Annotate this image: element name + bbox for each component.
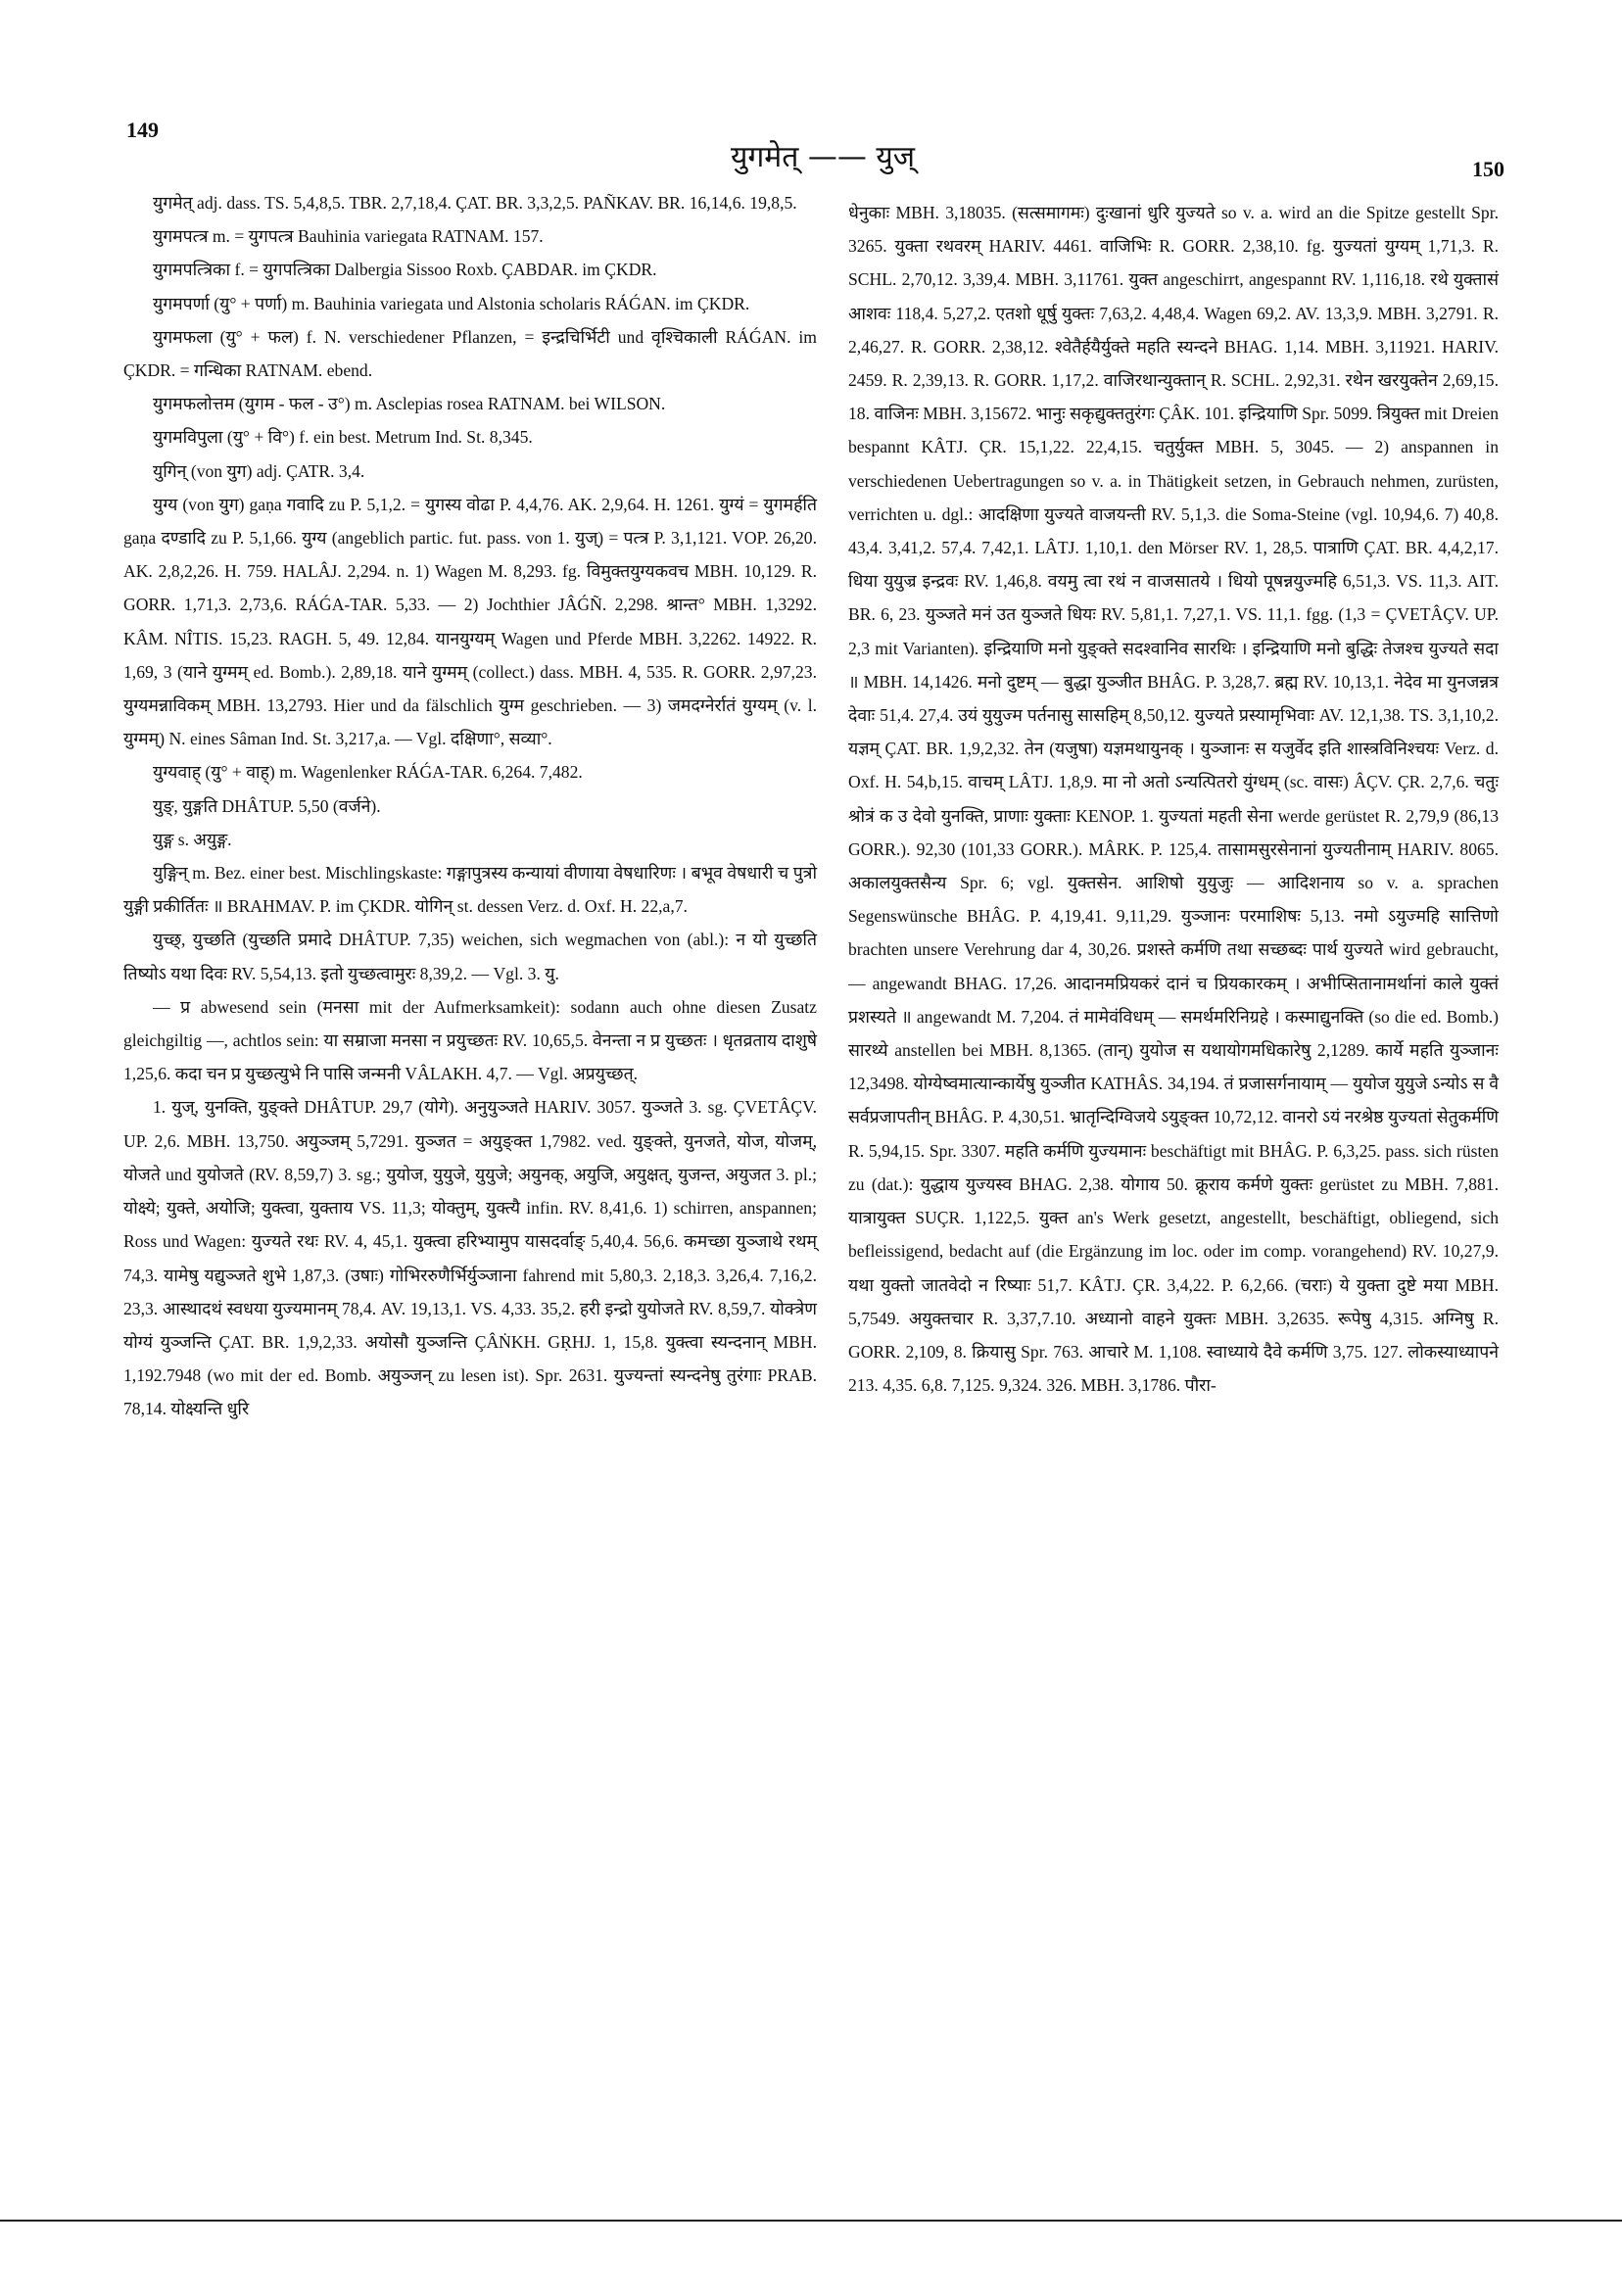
dictionary-entry: युग्य (von युग) gaṇa गवादि zu P. 5,1,2. = युगस्य वोढा P. 4,4,76. AK. 2,9,64. H. 1261. युग्यं = युगमर्हति gaṇa दण्डादि zu P. 5,1,66. युग्य (angeblich partic. fut. pass. von 1. युज्) = पत्त्र P. 3,1,121. VOP. 26,20. AK. 2,8,2,26. H. 759. HALÂJ. 2,294. n. 1) Wagen M. 8,293. fg. विमुक्तयुग्यकवच MBH. 10,129. R. GORR. 1,71,3. 2,73,6. RÁǴA-TAR. 5,33. — 2) Jochthier JÂǴÑ. 2,298. श्रान्त° MBH. 1,3292. KÂM. NÎTIS. 15,23. RAGH. 5, 49. 12,84. यानयुग्यम् Wagen und Pferde MBH. 3,2262. 14922. R. 1,69, 3 (याने युग्मम् ed. Bomb.). 2,89,18. याने युग्मम् (collect.) dass. MBH. 4, 535. R. GORR. 2,97,23. युग्यमन्नाविकम् MBH. 13,2793. Hier und da fälschlich युग्म geschrieben. — 3) जमदग्नेर्रातं युग्यम् (v. l. युग्मम्) N. eines Sâman Ind. St. 3,217,a. — Vgl. दक्षिणा°, सव्या°. [123, 494, 817, 749]
dictionary-entry: युङ्गिन् m. Bez. einer best. Mischlingskaste: गङ्गापुत्रस्य कन्यायां वीणाया वेषधारिणः । बभूव वेषधारी च पुत्रो युङ्गी प्रकीर्तितः ॥ BRAHMAV. P. im ÇKDR. योगिन् st. dessen Verz. d. Oxf. H. 22,a,7. [123, 863, 817, 917]
dictionary-entry: युगमेत् adj. dass. TS. 5,4,8,5. TBR. 2,7,18,4. ÇAT. BR. 3,3,2,5. PAÑKAV. BR. 16,14,6. 19,8,5. [153, 193, 797, 213]
left-column [123, 186, 817, 1426]
dictionary-entry: युगमफला (यु° + फल) f. N. verschiedener Pflanzen, = इन्द्रचिर्भिटी und वृश्चिकाली RÁǴAN. im ÇKDR. = गन्धिका RATNAM. ebend. [123, 326, 817, 381]
dictionary-entry: युङ्, युङ्गति DHÂTUP. 5,50 (वर्जने). [153, 795, 381, 816]
dictionary-entry: — प्र abwesend sein (मनसा mit der Aufmerksamkeit): sodann auch ohne diesen Zusatz gleichgiltig —, achtlos sein: या सम्राजा मनसा न प्रयुच्छतः RV. 10,65,5. वेनन्ता न प्र युच्छतः । धृतव्रताय दाशुषे 1,25,6. कदा चन प्र युच्छत्युभे नि पासि जन्मनी VÂLAKH. 4,7. — Vgl. अप्रयुच्छत्. [123, 996, 817, 1084]
dictionary-entry: युगमपत्त्र m. = युगपत्त्र Bauhinia variegata RATNAM. 157. [153, 226, 544, 247]
dictionary-entry: युगमपत्त्रिका f. = युगपत्त्रिका Dalbergia Sissoo Roxb. ÇABDAR. im ÇKDR. [153, 260, 657, 280]
dictionary-entry: धेनुकाः MBH. 3,18035. (सत्समागमः) दुःखानां धुरि युज्यते so v. a. wird an die Spitze gestellt Spr. 3265. युक्ता रथवरम् HARIV. 4461. वाजिभिः R. GORR. 2,38,10. fg. युज्यतां युग्यम् 1,71,3. R. SCHL. 2,70,12. 3,39,4. MBH. 3,11761. युक्त angeschirrt, angespannt RV. 1,116,18. रथे युक्तासं आशवः 118,4. 5,27,2. एतशो धूर्षु युक्तः 7,63,2. 4,48,4. Wagen 69,2. AV. 13,3,9. MBH. 3,2791. R. 2,46,27. R. GORR. 2,38,12. श्वेतैर्हयैर्युक्ते महति स्यन्दने BHAG. 1,14. MBH. 3,11921. HARIV. 2459. R. 2,39,13. R. GORR. 1,17,2. वाजिरथान्युक्तान् R. SCHL. 2,92,31. रथेन खरयुक्तेन 2,69,15. 18. वाजिनः MBH. 3,15672. भानुः सकृद्युक्ततुरंगः ÇÂK. 101. इन्द्रियाणि Spr. 5099. त्रियुक्त mit Dreien bespannt KÂTJ. ÇR. 15,1,22. 22,4,15. चतुर्युक्त MBH. 5, 3045. — 2) anspannen in verschiedenen Uebertragungen so v. a. in Thätigkeit setzen, in Gebrauch nehmen, zurüsten, verrichten u. dgl.: आदक्षिणा युज्यते वाजयन्ती RV. 5,1,3. die Soma-Steine (vgl. 10,94,6. 7) 40,8. 43,4. 3,41,2. 57,4. 7,42,1. LÂTJ. 1,10,1. den Mörser RV. 1, 28,5. पात्राणि ÇAT. BR. 4,4,2,17. धिया युयुज्र इन्द्रवः RV. 1,46,8. वयमु त्वा रथं न वाजसातये । धियो पूषन्नयुज्महि 6,51,3. VS. 11,3. AIT. BR. 6, 23. युञ्जते मनं उत युञ्जते धियः RV. 5,81,1. 7,27,1. VS. 11,1. fgg. (1,3 = ÇVETÂÇV. UP. 2,3 mit Varianten). इन्द्रियाणि मनो युङ्क्ते सदश्वानिव सारथिः । इन्द्रियाणि मनो बुद्धिः तेजश्च युज्यते सदा ॥ MBH. 14,1426. मनो दुष्टम् — बुद्धा युञ्जीत BHÂG. P. 3,28,7. ब्रह्म RV. 10,13,1. नेदेव मा युनजन्नत्र देवाः 51,4. 27,4. उयं युयुज्म पर्तनासु सासहिम् 8,50,12. युज्यते प्रस्यामृभिवाः AV. 12,1,38. TS. 3,1,10,2. यज्ञम् ÇAT. BR. 1,9,2,32. तेन (यजुषा) यज्ञमथायुनक् । युञ्जानः स यजुर्वेद इति शास्त्रविनिश्चयः Verz. d. Oxf. H. 54,b,15. वाचम् LÂTJ. 1,8,9. मा नो अतो ऽन्यत्पितरो युंग्धम् (sc. वासः) ÂÇV. ÇR. 2,7,6. चतुः श्रोत्रं क उ देवो युनक्ति, प्राणाः युक्ताः KENOP. 1. युज्यतां महती सेना werde gerüstet R. 2,79,9 (86,13 GORR.). 92,30 (101,33 GORR.). MÂRK. P. 125,4. तासामसुरसेनानां युज्यतीनाम् HARIV. 8065. अकालयुक्तसैन्य Spr. 6; vgl. युक्तसेन. आशिषो युयुजुः — आदिशनाय so v. a. sprachen Segenswünsche BHÂG. P. 4,19,41. 9,11,29. युञ्जानः परमाशिषः 5,13. नमो ऽयुज्महि सात्तिणो brachten unsere Verehrung dar 4, 30,26. प्रशस्ते कर्मणि तथा सच्छब्दः पार्थ युज्यते wird gebraucht, — angewandt BHAG. 17,26. आदानमप्रियकरं दानं च प्रियकारकम् । अभीप्सितानामर्थानां काले युक्तं प्रशस्यते ॥ angewandt M. 7,204. तं मामेवंविधम् — समर्थमरिनिग्रहे । कस्माद्युनक्ति (so die ed. Bomb.) सारथ्ये anstellen bei MBH. 8,1365. (तान्) युयोज स यथायोगमधिकारेषु 2,1289. कार्ये महति युञ्जानः 12,3498. योग्येष्वमात्यान्कार्येषु युञ्जीत KATHÂS. 34,194. तं प्रजासर्गनायाम् — युयोज युयुजे ऽन्योऽ स वै सर्वप्रजापतीन् BHÂG. P. 4,30,51. भ्रातृन्दिग्विजये ऽयुङ्क्त 10,72,12. वानरो ऽयं नरश्रेष्ठ युज्यतां सेतुकर्मणि R. 5,94,15. Spr. 3307. महति कर्मणि युज्यमानः beschäftigt mit BHÂG. P. 6,3,25. pass. sich rüsten zu (dat.): युद्धाय युज्यस्व BHAG. 2,38. योगाय 50. क्रूराय कर्मणे युक्तः gerüstet zu MBH. 7,881. यात्रायुक्त SUÇR. 1,122,5. युक्त an's Werk gesetzt, angestellt, beschäftigt, obliegend, sich befleissigend, bedacht auf (die Ergänzung im loc. oder im comp. vorangehend) RV. 10,27,9. यथा युक्तो जातवेदो न रिष्याः 51,7. KÂTJ. ÇR. 3,4,22. P. 6,2,66. (चराः) ये युक्ता दुष्टे मया MBH. 5,7549. अयुक्तचार R. 3,37,7.10. अध्यानो वाहने युक्तः MBH. 3,2635. रूपेषु 4,315. अग्निषु R. GORR. 2,109, 8. क्रियासु Spr. 763. आचारे M. 1,108. स्वाध्याये दैवे कर्मणि 3,75. 127. लोकस्याध्यापने 213. 4,35. 6,8. 7,125. 9,324. 326. MBH. 3,1786. पौरा- [848, 203, 1499, 1396]
footer-rule [0, 2220, 1622, 2222]
dictionary-entry: युगमफलोत्तम (युगम - फल - उ°) m. Asclepias rosea RATNAM. bei WILSON. [153, 394, 666, 414]
dictionary-entry: युगिन् (von युग) adj. ÇATR. 3,4. [153, 460, 365, 481]
dictionary-entry: युग्यवाह् (यु° + वाह्) m. Wagenlenker RÁǴA-TAR. 6,264. 7,482. [153, 762, 583, 783]
page-number-right: 150 [1472, 157, 1504, 181]
dictionary-entry: 1. युज्, युनक्ति, युङ्क्ते DHÂTUP. 29,7 (योगे). अनुयुञ्जते HARIV. 3057. युञ्जते 3. sg. ÇVETÂÇV. UP. 2,6. MBH. 13,750. अयुञ्जम् 5,7291. युञ्जत = अयुङ्क्त 1,7982. ved. युङ्क्ते, युनजते, योज, योजम्, योजते und युयोजते (RV. 8,59,7) 3. sg.; युयोज, युयुजे, युयुजे; अयुनक्, अयुजि, अयुक्षत्, युजन्त, अयुजत 3. pl.; योक्ष्ये; युक्ते, अयोजि; युक्त्वा, युक्ताय VS. 11,3; योक्तुम्, युक्त्यै infin. RV. 8,41,6. 1) schirren, anspannen; Ross und Wagen: युज्यते रथः RV. 4, 45,1. युक्त्वा हरिभ्यामुप यासदर्वाङ् 5,40,4. 56,6. कमच्छा युञ्जाथे रथम् 74,3. यामेषु यद्युञ्जते शुभे 1,87,3. (उषाः) गोभिररुणैर्भिर्युञ्जाना fahrend mit 5,80,3. 2,18,3. 3,26,4. 7,16,2. 23,3. आस्थादथं स्वधया युज्यमानम् 78,4. AV. 19,13,1. VS. 4,33. 35,2. हरी इन्द्रो युयोजते RV. 8,59,7. योक्त्रेण योग्यं युञ्जन्ति ÇAT. BR. 1,9,2,33. अयोसौ युञ्जन्ति ÇÂṄKH. GṚHJ. 1, 15,8. युक्त्वा स्यन्दनान् MBH. 1,192.7948 (wo mit der ed. Bomb. अयुञ्जन् zu lesen ist). Spr. 2631. युज्यन्तां स्यन्दनेषु तुरंगाः PRAB. 78,14. योक्ष्यन्ति धुरि [123, 1097, 817, 1419]
right-column [848, 196, 1499, 1402]
dictionary-entry: युगमविपुला (यु° + वि°) f. ein best. Metrum Ind. St. 8,345. [153, 427, 533, 448]
dictionary-entry: युगमपर्णा (यु° + पर्णा) m. Bauhinia variegata und Alstonia scholaris RÁǴAN. im ÇKDR. [153, 293, 750, 313]
dictionary-entry: युच्छ्, युच्छति (युच्छति प्रमादे DHÂTUP. 7,35) weichen, sich wegmachen von (abl.): न यो युच्छति तिष्योऽ यथा दिवः RV. 5,54,13. इतो युच्छत्वामुरः 8,39,2. — Vgl. 3. यु. [123, 930, 817, 983]
page-number-left: 149 [126, 118, 159, 142]
running-head: युगमेत् —— युज् [730, 140, 916, 174]
dictionary-entry: युङ्ग s. अयुङ्ग. [153, 829, 232, 849]
